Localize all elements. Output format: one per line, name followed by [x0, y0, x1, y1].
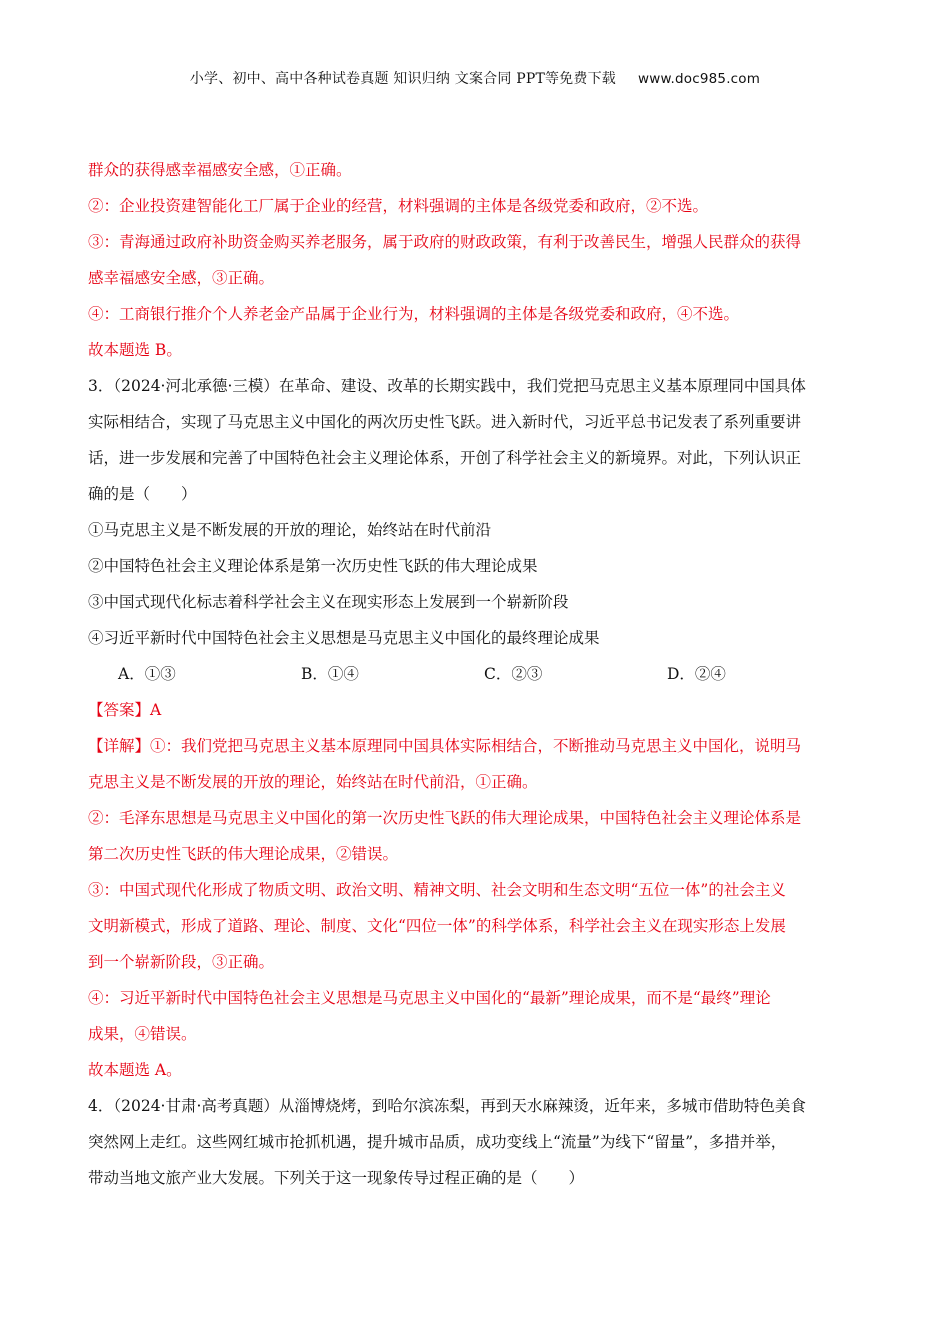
q3-conclusion: 故本题选 A。	[88, 1061, 182, 1079]
q3-statement: ①马克思主义是不断发展的开放的理论，始终站在时代前沿	[88, 521, 492, 539]
q2-line: 群众的获得感幸福感安全感，①正确。	[88, 161, 352, 179]
q3-explanation-line: ④：习近平新时代中国特色社会主义思想是马克思主义中国化的“最新”理论成果，而不是“最终”理论	[88, 989, 771, 1007]
option-a: A．①③	[118, 665, 176, 683]
q3-explanation-line: 文明新模式，形成了道路、理论、制度、文化“四位一体”的科学体系，科学社会主义在现实形态上发展	[88, 917, 786, 935]
q2-line: ③：青海通过政府补助资金购买养老服务，属于政府的财政政策，有利于改善民生，增强人民群众的获得	[88, 233, 802, 251]
q3-explanation-line: 到一个崭新阶段，③正确。	[88, 953, 275, 971]
q3-explanation-line: ②：毛泽东思想是马克思主义中国化的第一次历史性飞跃的伟大理论成果，中国特色社会主义理论体系是	[88, 809, 802, 827]
q4-stem-line: 带动当地文旅产业大发展。下列关于这一现象传导过程正确的是（ ）	[88, 1169, 585, 1187]
q4-stem-line: 突然网上走红。这些网红城市抢抓机遇，提升城市品质，成功变线上“流量”为线下“留量”，多措并举，	[88, 1133, 787, 1151]
q2-conclusion: 故本题选 B。	[88, 341, 182, 359]
q3-stem-line: 3．（2024·河北承德·三模）在革命、建设、改革的长期实践中，我们党把马克思主义基本原理同中国具体	[88, 377, 806, 395]
q3-statement: ④习近平新时代中国特色社会主义思想是马克思主义中国化的最终理论成果	[88, 629, 600, 647]
q4-stem-line: 4．（2024·甘肃·高考真题）从淄博烧烤，到哈尔滨冻梨，再到天水麻辣烫，近年来，多城市借助特色美食	[88, 1097, 806, 1115]
q2-line: ②：企业投资建智能化工厂属于企业的经营，材料强调的主体是各级党委和政府，②不选。	[88, 197, 709, 215]
header-text: 小学、初中、高中各种试卷真题 知识归纳 文案合同 PPT等免费下载	[189, 71, 616, 87]
q3-statement: ③中国式现代化标志着科学社会主义在现实形态上发展到一个崭新阶段	[88, 593, 569, 611]
q3-statement: ②中国特色社会主义理论体系是第一次历史性飞跃的伟大理论成果	[88, 557, 538, 575]
q3-explanation-line: 成果，④错误。	[88, 1025, 197, 1043]
page-header	[0, 68, 950, 88]
q3-answer: 【答案】A	[88, 701, 162, 719]
q3-options	[88, 656, 868, 692]
q3-explanation-line: ③：中国式现代化形成了物质文明、政治文明、精神文明、社会文明和生态文明“五位一体”的社会主义	[88, 881, 786, 899]
q3-explanation-line: 【详解】①：我们党把马克思主义基本原理同中国具体实际相结合，不断推动马克思主义中国化，说明马	[88, 737, 802, 755]
q3-stem-line: 确的是（ ）	[88, 485, 197, 503]
q3-explanation-line: 克思主义是不断发展的开放的理论，始终站在时代前沿，①正确。	[88, 773, 538, 791]
q2-line: ④：工商银行推介个人养老金产品属于企业行为，材料强调的主体是各级党委和政府，④不选。	[88, 305, 740, 323]
option-d: D．②④	[667, 665, 726, 683]
option-c: C．②③	[484, 665, 543, 683]
document-body	[88, 152, 868, 1196]
q2-line: 感幸福感安全感，③正确。	[88, 269, 275, 287]
option-b: B．①④	[301, 665, 359, 683]
header-site: www.doc985.com	[638, 71, 761, 87]
q3-stem-line: 实际相结合，实现了马克思主义中国化的两次历史性飞跃。进入新时代，习近平总书记发表了系列重要讲	[88, 413, 802, 431]
q3-stem-line: 话，进一步发展和完善了中国特色社会主义理论体系，开创了科学社会主义的新境界。对此，下列认识正	[88, 449, 802, 467]
q3-explanation-line: 第二次历史性飞跃的伟大理论成果，②错误。	[88, 845, 399, 863]
